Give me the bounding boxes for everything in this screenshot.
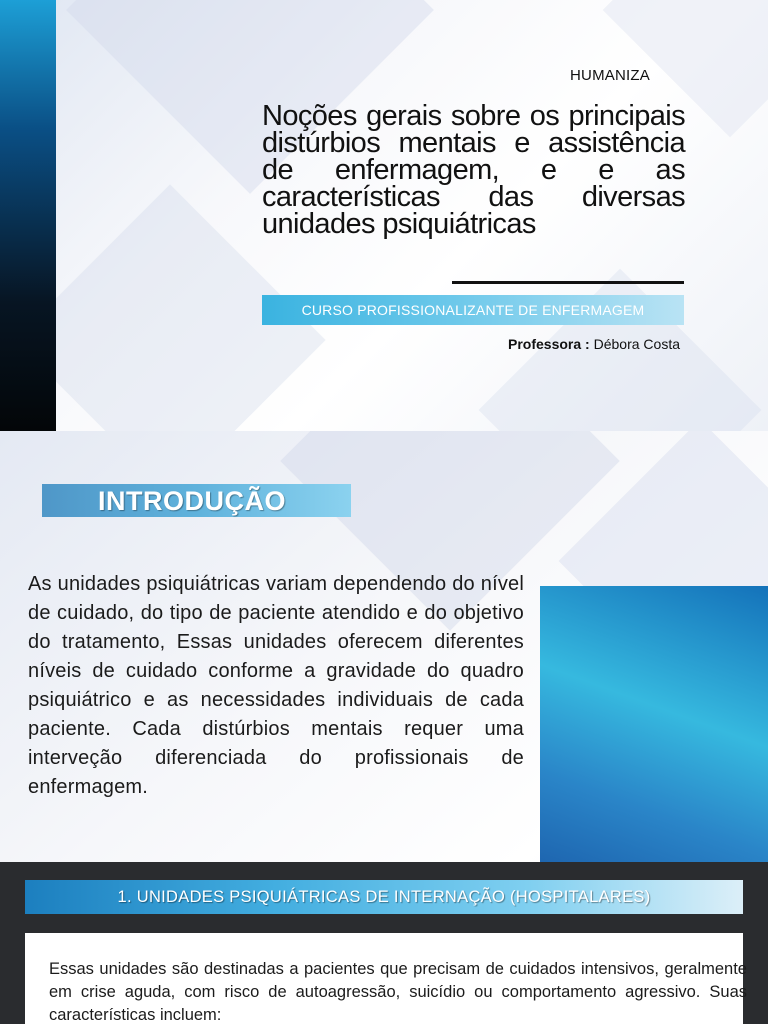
title-underline: [452, 281, 684, 284]
decorative-blue-panel: [540, 586, 768, 862]
cover-side-strip: [0, 0, 56, 431]
brand-name: HUMANIZA: [570, 67, 650, 84]
teacher-credit: [508, 336, 680, 352]
course-banner: CURSO PROFISSIONALIZANTE DE ENFERMAGEM: [262, 295, 684, 325]
cover-title: Noções gerais sobre os principais distúrbios mentais e assistência de enfermagem, e e as características das diversas unidades psiquiátricas: [262, 100, 685, 240]
cover-page: [0, 0, 768, 431]
section-paragraph: Essas unidades são destinadas a pacientes que precisam de cuidados intensivos, geralmente em crise aguda, com risco de autoagressão, suicídio ou comportamento agressivo. Suas características incluem:: [49, 960, 747, 1024]
intro-heading: INTRODUÇÃO: [98, 486, 286, 516]
section-heading: 1. UNIDADES PSIQUIÁTRICAS DE INTERNAÇÃO (HOSPITALARES): [117, 888, 651, 906]
intro-paragraph: As unidades psiquiátricas variam dependendo do nível de cuidado, do tipo de paciente atendido e do objetivo do tratamento, Essas unidades oferecem diferentes níveis de cuidado conforme a gravidade do quadro psiquiátrico e as necessidades individuais de cada paciente. Cada distúrbios mentais requer uma interveção diferenciada do profissionais de enfermagem.: [28, 573, 524, 798]
teacher-name: Débora Costa: [593, 336, 680, 352]
teacher-label: Professora :: [508, 336, 590, 352]
introduction-page: [0, 431, 768, 1024]
